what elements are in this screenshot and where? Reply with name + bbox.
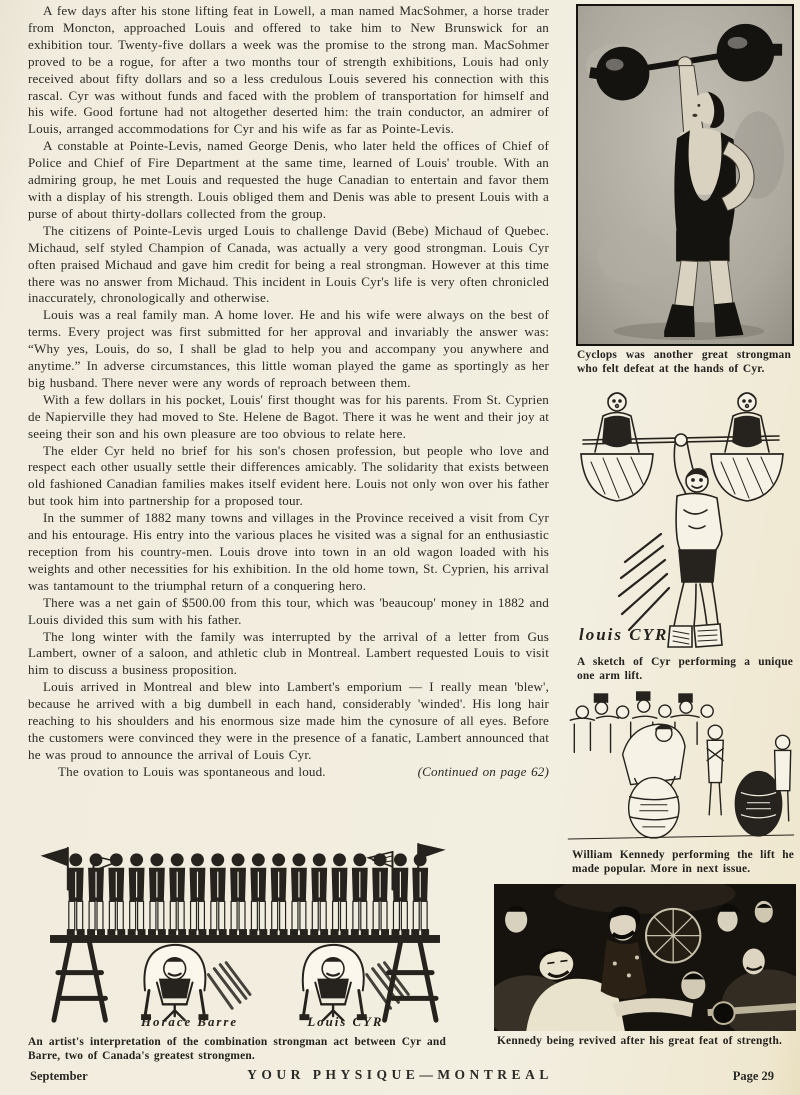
continued-note: (Continued on page 62): [417, 763, 549, 779]
paragraph: Louis arrived in Montreal and blew into Lambert's emporium — I really mean 'blew', because he arrived with a big dumbell in each hand, considerably 'winded'. His long hair reaching to his shoulders and his enormous size made him the cynosure of all eyes. Before the customers were convinced they were in the presence of a fanatic, Lambert announced that he was proud to announce the arrival of Louis Cyr.: [28, 679, 549, 762]
combination-act-figure: [22, 840, 467, 1034]
paragraph: With a few dollars in his pocket, Louis' first thought was for his parents. From St. Cyprien de Napierville they had moved to Ste. Helene de Bagot. There it was he went and their joy at seeing their son and his own pleasure are too obvious to relate here.: [28, 391, 549, 441]
cyr-sketch-caption: A sketch of Cyr performing a unique one arm lift.: [577, 656, 793, 682]
article-text: [28, 3, 549, 781]
paragraph: Louis was a real family man. A home lover. He and his wife were always on the best of terms. Every project was first submitted for her approval and invariably the answer was: “Why yes, Louis, do so, I shall be glad to help you and accompany you anywhere and anytime.” In adverse circumstances, this little woman played the game as sportingly as her big husband. There never were any words of reproach between them.: [28, 307, 549, 390]
kennedy-revived-figure: [494, 884, 796, 1031]
barre-signature: Horace Barre: [141, 1015, 239, 1030]
paragraph: The citizens of Pointe-Levis urged Louis to challenge David (Bebe) Michaud of Quebec. Michaud, self styled Champion of Canada, was actually a very good strongman. Louis Cyr often praised Michaud and gave him credit for being a real strongman. However at this time there was no answer from Michaud. This incident in Louis Cyr's life is very often chronicled inaccurately, chronologically and otherwise.: [28, 222, 549, 306]
last-line: [28, 764, 549, 781]
paragraph: The long winter with the family was interrupted by the arrival of a letter from Gus Lambert, owner of a saloon, and athletic club in Montreal. Lambert requested Louis to visit him to discuss a business proposition.: [28, 628, 549, 678]
kennedy-lift-figure: [566, 690, 796, 844]
ovation-text: The ovation to Louis was spontaneous and loud.: [58, 763, 326, 779]
paragraph: The elder Cyr held no brief for his son's chosen profession, but people who love and respect each other usually settle their differences amicably. The solidarity that exists between old fashioned Canadian families makes itself evident here. Louis not only won over his father but took him into partnership for a proposed tour.: [28, 442, 549, 509]
cyclops-caption: Cyclops was another great strongman who felt defeat at the hands of Cyr.: [577, 349, 791, 375]
kennedy-revived-caption: Kennedy being revived after his great feat of strength.: [497, 1035, 783, 1047]
cyclops-photo-illustration: [578, 6, 792, 344]
cyr-sketch: [568, 384, 795, 652]
cyclops-photo: [576, 4, 794, 346]
kennedy-lift-caption: William Kennedy performing the lift he made popular. More in next issue.: [572, 849, 794, 875]
cyr-signature: Louis CYR: [307, 1015, 384, 1030]
cyr-sketch-illustration: [568, 384, 795, 652]
kennedy-revived-illustration: [494, 884, 796, 1031]
combination-act-illustration: [22, 840, 467, 1034]
paragraph: A constable at Pointe-Levis, named George Denis, who later held the offices of Chief of Police and Chief of Fire Department at the same time, learned of Louis' trouble. With an admiring group, he met Louis and requested the huge Canadian to entertain and favor them with a display of his strength. Louis obliged them and Denis was able to present Louis with a purse of about thirty-dollars collected from the group.: [28, 138, 549, 221]
footer-month: September: [30, 1069, 88, 1083]
paragraph: A few days after his stone lifting feat in Lowell, a man named MacSohmer, a horse trader from Moncton, approached Louis and offered to take him to New Brunswick for an exhibition tour. Twenty-five dollars a week was the promise to the strong man. MacSohmer proved to be a rogue, for after a two months tour of strength exhibitions, Louis had only received about fifty dollars and so a less credulous Louis severed his connection with this rascal. Cyr was without funds and faced with the problem of transportation for himself and his wife. Good fortune had not altogether deserted him: the train conductor, an admirer of Louis, arranged accommodations for Cyr and his wife as far as Pointe-Levis.: [28, 3, 549, 137]
cyr-sketch-signature: louis CYR: [579, 625, 669, 644]
footer-page-number: Page 29: [732, 1069, 774, 1083]
combination-act-caption: An artist's interpretation of the combination strongman act between Cyr and Barre, two of Canada's greatest strongmen.: [28, 1036, 446, 1062]
footer-magazine-title: YOUR PHYSIQUE—MONTREAL: [247, 1067, 553, 1082]
paragraph: There was a net gain of $500.00 from this tour, which was 'beaucoup' money in 1882 and Louis divided this sum with his father.: [28, 594, 549, 627]
paragraph: In the summer of 1882 many towns and villages in the Province received a visit from Cyr and his entourage. His entry into the various places he visited was a signal for an enthusiastic reception from his country-men. Louis drove into town in an old wagon loaded with his weights and other necessities for his exhibition. In the old home town, St. Cyprien, his arrival was tantamount to the triumphal return of a conquering hero.: [28, 510, 549, 593]
page-footer: [0, 1066, 800, 1090]
kennedy-lift-illustration: [566, 690, 796, 844]
